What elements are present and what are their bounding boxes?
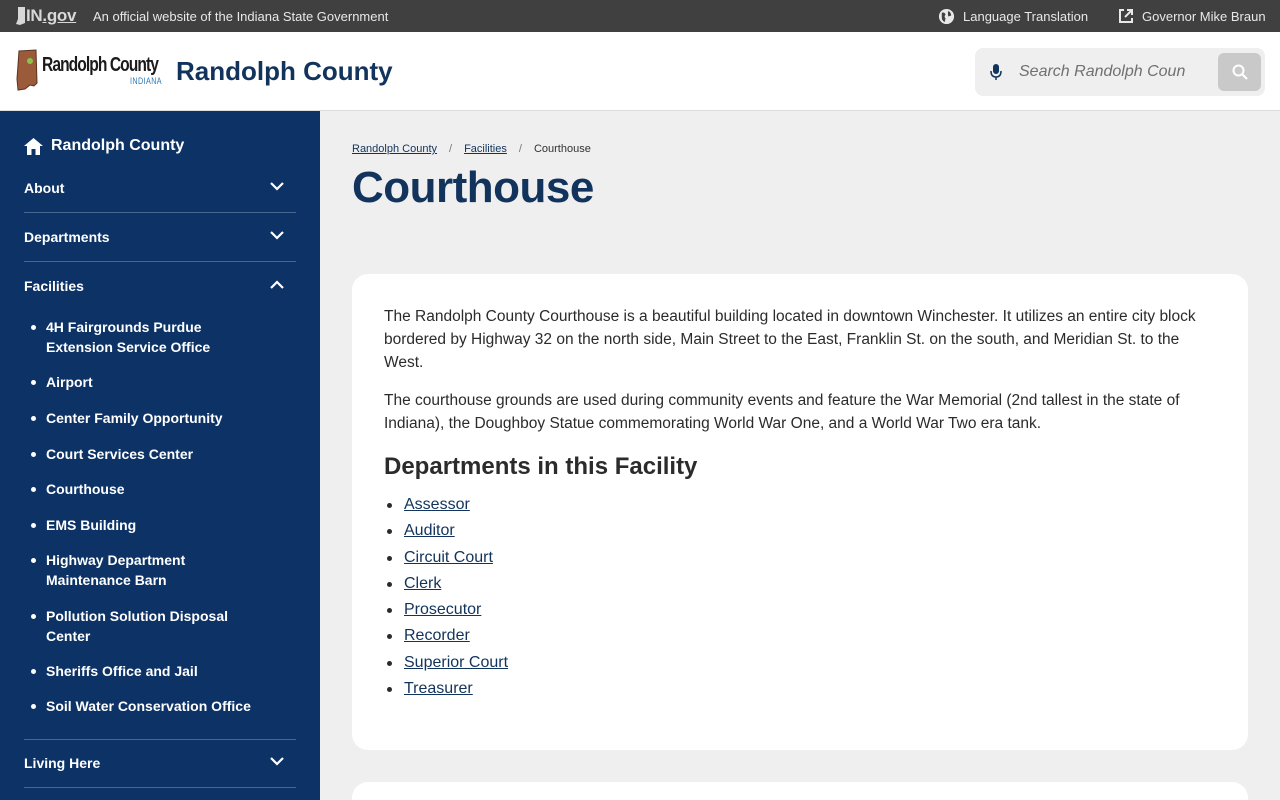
list-item [404, 519, 508, 545]
official-site-text: An official website of the Indiana State Government [93, 9, 389, 24]
secondary-content-card [352, 782, 1248, 800]
governor-link[interactable] [1118, 8, 1266, 24]
list-item [404, 651, 508, 677]
sidebar-item-pollution-solution[interactable] [32, 606, 232, 646]
sidebar-section-label: About [24, 180, 65, 196]
sidebar-item-label: Pollution Solution Disposal Center [46, 608, 228, 644]
search-button[interactable] [1218, 53, 1261, 91]
sidebar-item-label: 4H Fairgrounds Purdue Extension Service Office [46, 319, 211, 355]
sidebar-section-label: Departments [24, 229, 110, 245]
sidebar-section-about[interactable] [24, 164, 296, 213]
logo-county-name: Randolph County [42, 54, 158, 76]
department-link-recorder[interactable]: Recorder [404, 627, 470, 645]
sidebar-item-label: Center Family Opportunity [46, 410, 223, 426]
sidebar-item-airport[interactable] [32, 372, 252, 392]
sidebar-item-label: Highway Department Maintenance Barn [46, 552, 186, 588]
sidebar-item-ems-building[interactable] [32, 515, 252, 535]
sidebar-item-courthouse[interactable] [32, 479, 252, 499]
chevron-down-icon[interactable] [270, 182, 284, 191]
department-link-prosecutor[interactable]: Prosecutor [404, 601, 482, 619]
indiana-state-icon [16, 49, 38, 91]
sidebar-item-center-family-opportunity[interactable] [32, 408, 252, 428]
list-item [404, 546, 508, 572]
department-link-superior-court[interactable]: Superior Court [404, 653, 509, 671]
breadcrumb-link-facilities[interactable]: Facilities [464, 143, 507, 155]
governor-label: Governor Mike Braun [1142, 8, 1266, 24]
list-item [404, 624, 508, 650]
sidebar-item-label: Airport [46, 374, 93, 390]
external-link-icon [1118, 8, 1134, 24]
sidebar-section-label: Living Here [24, 755, 101, 771]
departments-heading: Departments in this Facility [384, 453, 698, 480]
search-input[interactable] [1019, 60, 1189, 84]
department-link-treasurer[interactable]: Treasurer [404, 680, 473, 698]
department-link-auditor[interactable]: Auditor [404, 522, 455, 540]
department-link-circuit-court[interactable]: Circuit Court [404, 548, 493, 566]
search-icon [1232, 64, 1248, 80]
logo-wordmark [42, 55, 191, 86]
sidebar-item-label: Court Services Center [46, 446, 194, 462]
side-navigation [0, 111, 320, 800]
chevron-up-icon[interactable] [270, 280, 284, 289]
breadcrumb-separator: / [449, 143, 453, 155]
gov-banner [0, 0, 1280, 32]
language-translation-label: Language Translation [963, 9, 1089, 24]
intro-paragraph: The Randolph County Courthouse is a beautiful building located in downtown Winchester. It utilizes an entire city block bordered by Highway 32 on the north side, Main Street to the East, Franklin St. on the south, and Meridian St. to the West. [384, 308, 1196, 371]
site-title[interactable]: Randolph County [176, 56, 393, 86]
sidebar-item-4h-fairgrounds[interactable] [32, 317, 252, 357]
content-card [352, 274, 1248, 750]
home-icon [24, 138, 43, 155]
sidebar-section-living-here[interactable] [24, 739, 296, 788]
sidebar-item-court-services-center[interactable] [32, 444, 252, 464]
breadcrumb [352, 143, 591, 155]
sidebar-section-label: Facilities [24, 278, 84, 294]
sidebar-item-label: Soil Water Conservation Office [46, 698, 251, 714]
sidebar-item-label: EMS Building [46, 517, 137, 533]
sidebar-item-label: Sheriffs Office and Jail [46, 663, 198, 679]
breadcrumb-separator: / [518, 143, 522, 155]
county-logo-link[interactable] [16, 49, 191, 91]
list-item [404, 598, 508, 624]
department-link-assessor[interactable]: Assessor [404, 496, 470, 513]
sidebar-item-soil-water[interactable] [32, 696, 272, 716]
chevron-down-icon[interactable] [270, 757, 284, 766]
list-item [404, 677, 508, 703]
sidebar-item-highway-department[interactable] [32, 550, 222, 590]
ingov-logo-icon [16, 7, 26, 25]
globe-icon [938, 8, 955, 25]
departments-list [404, 493, 508, 703]
microphone-icon[interactable] [989, 62, 1003, 82]
sidebar-section-departments[interactable] [24, 213, 296, 262]
sidebar-item-label: Courthouse [46, 481, 125, 497]
breadcrumb-link-home[interactable]: Randolph County [352, 143, 438, 155]
sidebar-section-facilities[interactable] [24, 262, 296, 311]
logo-state-name: INDIANA [130, 76, 163, 86]
site-header [0, 32, 1280, 111]
page-title: Courthouse [352, 163, 594, 212]
language-translation-link[interactable] [938, 8, 1088, 25]
ingov-logo-link[interactable] [16, 6, 76, 26]
sidebar-home-label: Randolph County [51, 137, 185, 154]
chevron-down-icon[interactable] [270, 231, 284, 240]
department-link-clerk[interactable]: Clerk [404, 574, 442, 592]
search-bar [975, 48, 1265, 96]
sidebar-home-link[interactable] [24, 137, 184, 155]
breadcrumb-current: Courthouse [533, 143, 591, 155]
list-item [404, 572, 508, 598]
ingov-brand-suffix: .gov [42, 6, 77, 25]
ingov-brand: IN [26, 6, 43, 25]
grounds-paragraph: The courthouse grounds are used during community events and feature the War Memorial (2nd tallest in the state of Indiana), the Doughboy Statue commemorating World War One, and a World War Two era tank. [384, 392, 1180, 432]
list-item [404, 493, 508, 519]
sidebar-item-sheriffs-office[interactable] [32, 661, 252, 681]
